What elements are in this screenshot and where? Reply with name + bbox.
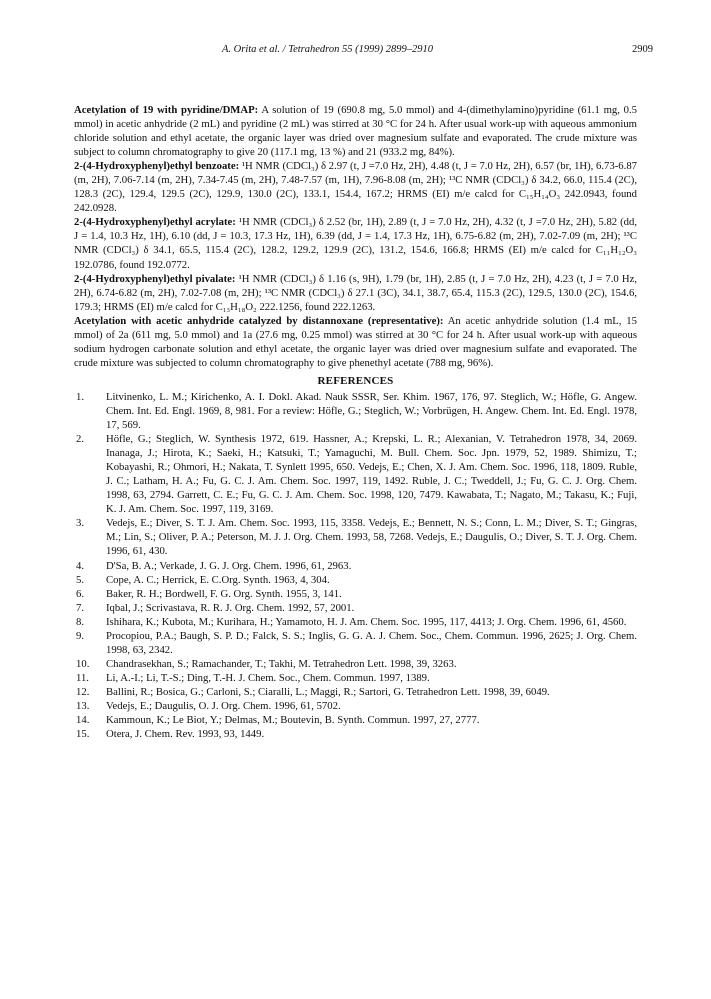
reference-item [74, 573, 637, 587]
reference-number: 1. [76, 390, 85, 403]
reference-item [74, 685, 637, 699]
reference-item [74, 713, 637, 727]
reference-item [74, 671, 637, 685]
reference-number: 2. [76, 433, 85, 446]
page-number: 2909 [632, 44, 653, 55]
reference-item [74, 727, 637, 741]
reference-item [74, 559, 637, 573]
reference-number: 14. [76, 714, 90, 727]
running-header [0, 44, 711, 58]
reference-number: 4. [76, 559, 85, 572]
reference-text: Ballini, R.; Bosica, G.; Carloni, S.; Ciaralli, L.; Maggi, R.; Sartori, G. Tetrahedron Lett. 1998, 39, 6049. [106, 685, 550, 698]
references-heading: REFERENCES [317, 374, 394, 387]
reference-text: Otera, J. Chem. Rev. 1993, 93, 1449. [106, 728, 265, 741]
reference-item [74, 587, 637, 601]
reference-list [74, 390, 637, 741]
paragraph-body: ¹H NMR (CDCl₃) δ 1.16 (s, 9H), 1.79 (br, 1H), 2.85 (t, J = 7.0 Hz, 2H), 4.23 (t, J = 7.0 Hz, 2H), 6.74-6.82 (m, 2H), 7.02-7.08 (m, 2H); ¹³C NMR (CDCl₃) δ 27.1 (3C), 34.1, 38.7, 65.4, 115.3 (2C), 129.5, 130.0 (2C), 154.6, 179.3; HRMS (EI) m/e calcd for C₁₃H₁₈O₂ 222.1256, found 222.1263. [74, 272, 637, 313]
reference-number: 15. [76, 728, 90, 741]
reference-number: 9. [76, 629, 85, 642]
paragraph-body: ¹H NMR (CDCl₃) δ 2.97 (t, J =7.0 Hz, 2H), 4.48 (t, J = 7.0 Hz, 2H), 6.57 (br, 1H), 6.73-6.87 (m, 2H), 7.06-7.14 (m, 2H), 7.34-7.45 (m, 2H), 7.48-7.57 (m, 1H), 7.96-8.08 (m, 2H); ¹³C NMR (CDCl₃) δ 34.2, 66.0, 115.4 (2C), 128.3 (2C), 129.4, 129.5 (2C), 129.9, 130.0 (2C), 133.1, 154.4, 167.2; HRMS (EI) m/e calcd for C₁₅H₁₄O₃ 242.0943, found 242.0928. [74, 160, 638, 215]
reference-number: 6. [76, 587, 85, 600]
reference-item [74, 390, 637, 432]
reference-number: 7. [76, 601, 85, 614]
journal-reference: A. Orita et al. / Tetrahedron 55 (1999) 2899–2910 [222, 44, 433, 55]
reference-number: 10. [76, 657, 90, 670]
reference-number: 11. [76, 671, 89, 684]
reference-item [74, 615, 637, 629]
reference-text: Li, A.-I.; Li, T.-S.; Ding, T.-H. J. Chem. Soc., Chem. Commun. 1997, 1389. [106, 671, 430, 684]
article-body [74, 103, 637, 741]
experimental-paragraph [74, 314, 637, 370]
reference-text: Litvinenko, L. M.; Kirichenko, A. I. Dokl. Akad. Nauk SSSR, Ser. Khim. 1967, 176, 97. Steglich, W.; Höfle, G. Angew. Chem. Int. Ed. Engl. 1969, 8, 981. For a review: Höfle, G.; Steglich, W.; Vorbrügen, H. Angew. Chem. Int. Ed. Engl. 1978, 17, 569. [106, 390, 637, 432]
reference-item [74, 601, 637, 615]
reference-item [74, 516, 637, 558]
paragraph-title: 2-(4-Hydroxyphenyl)ethyl pivalate: [74, 272, 236, 285]
reference-text: Vedejs, E.; Daugulis, O. J. Org. Chem. 1996, 61, 5702. [106, 699, 341, 712]
paragraph-body: An acetic anhydride solution (1.4 mL, 15 mmol) of 2a (611 mg, 5.0 mmol) and 1a (27.6 mg, 0.25 mmol) was stirred at 30 °C for 24 h. After usual work-up with aqueous sodium hydrogen carbonate solution and ethyl acetate, the organic layer was dried over magnesium sulfate and evaporated. The crude mixture was subjected to column chromatography to give phenethyl acetate (788 mg, 96%). [74, 314, 637, 369]
reference-text: Iqbal, J.; Scrivastava, R. R. J. Org. Chem. 1992, 57, 2001. [106, 601, 355, 614]
reference-text: Chandrasekhan, S.; Ramachander, T.; Takhi, M. Tetrahedron Lett. 1998, 39, 3263. [106, 657, 457, 670]
paragraph-title: 2-(4-Hydroxyphenyl)ethyl acrylate: [74, 216, 236, 229]
reference-number: 5. [76, 573, 85, 586]
paragraph-title: Acetylation with acetic anhydride catalyzed by distannoxane (representative): [74, 314, 444, 327]
experimental-paragraph [74, 103, 637, 159]
reference-number: 13. [76, 699, 90, 712]
reference-text: Cope, A. C.; Herrick, E. C.Org. Synth. 1963, 4, 304. [106, 573, 330, 586]
reference-number: 12. [76, 685, 90, 698]
reference-text: Ishihara, K.; Kubota, M.; Kurihara, H.; Yamamoto, H. J. Am. Chem. Soc. 1995, 117, 4413; J. Org. Chem. 1996, 61, 4560. [106, 615, 627, 628]
experimental-paragraph [74, 215, 637, 271]
paragraph-body: ¹H NMR (CDCl₃) δ 2.52 (br, 1H), 2.89 (t, J = 7.0 Hz, 2H), 4.32 (t, J =7.0 Hz, 2H), 5.82 (dd, J = 1.4, 10.3 Hz, 1H), 6.10 (dd, J = 10.3, 17.3 Hz, 1H), 6.39 (dd, J = 1.4, 17.3 Hz, 1H), 6.75-6.82 (m, 2H), 7.02-7.09 (m, 2H); ¹³C NMR (CDCl₃) δ 34.1, 65.5, 115.4 (2C), 128.2, 129.2, 129.9 (2C), 131.2, 154.6, 166.8; HRMS (EI) m/e calcd for C₁₁H₁₂O₃ 192.0786, found 192.0772. [74, 216, 637, 271]
reference-text: Höfle, G.; Steglich, W. Synthesis 1972, 619. Hassner, A.; Krepski, L. R.; Alexanian, V. Tetrahedron 1978, 34, 2069. Inanaga, J.; Hirota, K.; Saeki, H.; Katsuki, T.; Yamaguchi, M. Bull. Chem. Soc. Jpn. 1979, 52, 1989. Shimizu, T.; Kobayashi, R.; Ohmori, H.; Nakata, T. Synlett 1995, 650. Vedejs, E.; Chen, X. J. Am. Chem. Soc. 1996, 118, 1809. Ruble, J. C.; Latham, H. A.; Fu, G. C. J. Am. Chem. Soc. 1997, 119, 1492. Ruble, J. C.; Tweddell, J.; Fu, G. C. J. Org. Chem. 1998, 63, 2794. Garrett, C. E.; Fu, G. C. J. Am. Chem. Soc. 1998, 120, 7479. Kawabata, T.; Nagato, M.; Takasu, K.; Fuji, K. J. Am. Chem. Soc. 1997, 119, 3169. [106, 433, 637, 516]
reference-text: D'Sa, B. A.; Verkade, J. G. J. Org. Chem. 1996, 61, 2963. [106, 559, 352, 572]
reference-text: Procopiou, P.A.; Baugh, S. P. D.; Falck, S. S.; Inglis, G. G. A. J. Chem. Soc., Chem. Commun. 1996, 2625; J. Org. Chem. 1998, 63, 2342. [106, 629, 637, 656]
reference-number: 3. [76, 517, 85, 530]
experimental-paragraph [74, 159, 637, 215]
reference-item [74, 657, 637, 671]
reference-item [74, 629, 637, 657]
paragraph-body: A solution of 19 (690.8 mg, 5.0 mmol) and 4-(dimethylamino)pyridine (61.1 mg, 0.5 mmol) in acetic anhydride (2 mL) and pyridine (2 mL) was stirred at 30 °C for 24 h. After usual work-up with aqueous ammonium chloride solution and ethyl acetate, the organic layer was dried over magnesium sulfate and evaporated. The crude mixture was subject to column chromatography to give 20 (117.1 mg, 13 %) and 21 (933.2 mg, 84%). [74, 104, 638, 159]
reference-item [74, 432, 637, 516]
reference-text: Vedejs, E.; Diver, S. T. J. Am. Chem. Soc. 1993, 115, 3358. Vedejs, E.; Bennett, N. S.; Conn, L. M.; Diver, S. T.; Gingras, M.; Lin, S.; Oliver, P. A.; Peterson, M. J. J. Org. Chem. 1993, 58, 7268. Vedejs, E.; Daugulis, O.; Diver, S. T. J. Org. Chem. 1996, 61, 430. [106, 517, 637, 558]
reference-text: Baker, R. H.; Bordwell, F. G. Org. Synth. 1955, 3, 141. [106, 587, 342, 600]
paragraph-title: 2-(4-Hydroxyphenyl)ethyl benzoate: [74, 160, 240, 173]
experimental-paragraph [74, 272, 637, 314]
reference-number: 8. [76, 615, 85, 628]
reference-text: Kammoun, K.; Le Biot, Y.; Delmas, M.; Boutevin, B. Synth. Commun. 1997, 27, 2777. [106, 714, 480, 727]
paragraph-title: Acetylation of 19 with pyridine/DMAP: [74, 104, 259, 116]
reference-item [74, 699, 637, 713]
